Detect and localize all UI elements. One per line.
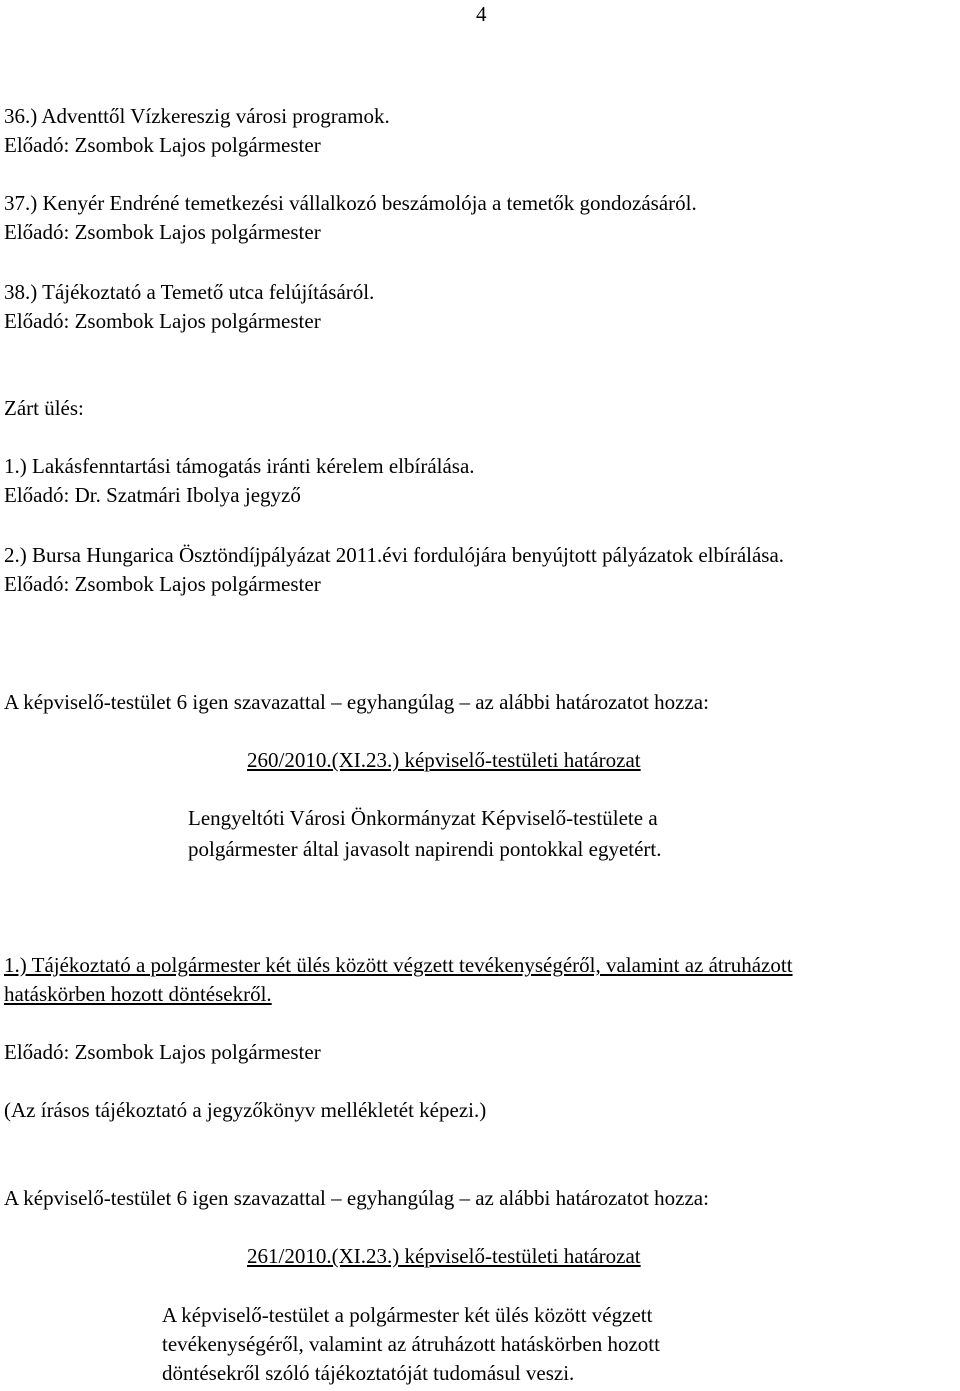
closed-item-1-title: 1.) Lakásfenntartási támogatás iránti kérelem elbírálása. (4, 454, 475, 478)
item-1-title-line-2: hatáskörben hozott döntésekről. (4, 982, 272, 1006)
resolution-261-line-3: döntésekről szóló tájékoztatóját tudomásul veszi. (162, 1361, 575, 1385)
closed-item-2-title: 2.) Bursa Hungarica Ösztöndíjpályázat 2011.évi fordulójára benyújtott pályázatok elbírálása. (4, 543, 785, 567)
agenda-item-37-title: 37.) Kenyér Endréné temetkezési vállalkozó beszámolója a temetők gondozásáról. (4, 191, 697, 215)
agenda-item-38-presenter: Előadó: Zsombok Lajos polgármester (4, 309, 321, 333)
item-1-presenter: Előadó: Zsombok Lajos polgármester (4, 1040, 321, 1064)
resolution-261-line-2: tevékenységéről, valamint az átruházott hatáskörben hozott (162, 1332, 660, 1356)
page-number: 4 (476, 2, 487, 26)
vote-2-sentence: A képviselő-testület 6 igen szavazattal – egyhangúlag – az alábbi határozatot hozza: (4, 1186, 709, 1210)
agenda-item-38-title: 38.) Tájékoztató a Temető utca felújításáról. (4, 280, 375, 304)
resolution-260-title: 260/2010.(XI.23.) képviselő-testületi határozat (247, 748, 641, 772)
closed-item-2-presenter: Előadó: Zsombok Lajos polgármester (4, 572, 321, 596)
agenda-item-37-presenter: Előadó: Zsombok Lajos polgármester (4, 220, 321, 244)
resolution-260-line-1: Lengyeltóti Városi Önkormányzat Képviselő-testülete a (188, 806, 658, 830)
agenda-item-36-presenter: Előadó: Zsombok Lajos polgármester (4, 133, 321, 157)
vote-1-sentence: A képviselő-testület 6 igen szavazattal – egyhangúlag – az alábbi határozatot hozza: (4, 690, 709, 714)
resolution-261-title: 261/2010.(XI.23.) képviselő-testületi határozat (247, 1244, 641, 1268)
item-1-title-line-1: 1.) Tájékoztató a polgármester két ülés között végzett tevékenységéről, valamint az átruházott (4, 953, 793, 977)
closed-session-heading: Zárt ülés: (4, 396, 84, 420)
resolution-260-line-2: polgármester által javasolt napirendi pontokkal egyetért. (188, 837, 662, 861)
agenda-item-36-title: 36.) Adventtől Vízkereszig városi programok. (4, 104, 390, 128)
item-1-note: (Az írásos tájékoztató a jegyzőkönyv mellékletét képezi.) (4, 1098, 487, 1122)
resolution-261-line-1: A képviselő-testület a polgármester két ülés között végzett (162, 1303, 653, 1327)
closed-item-1-presenter: Előadó: Dr. Szatmári Ibolya jegyző (4, 483, 301, 507)
